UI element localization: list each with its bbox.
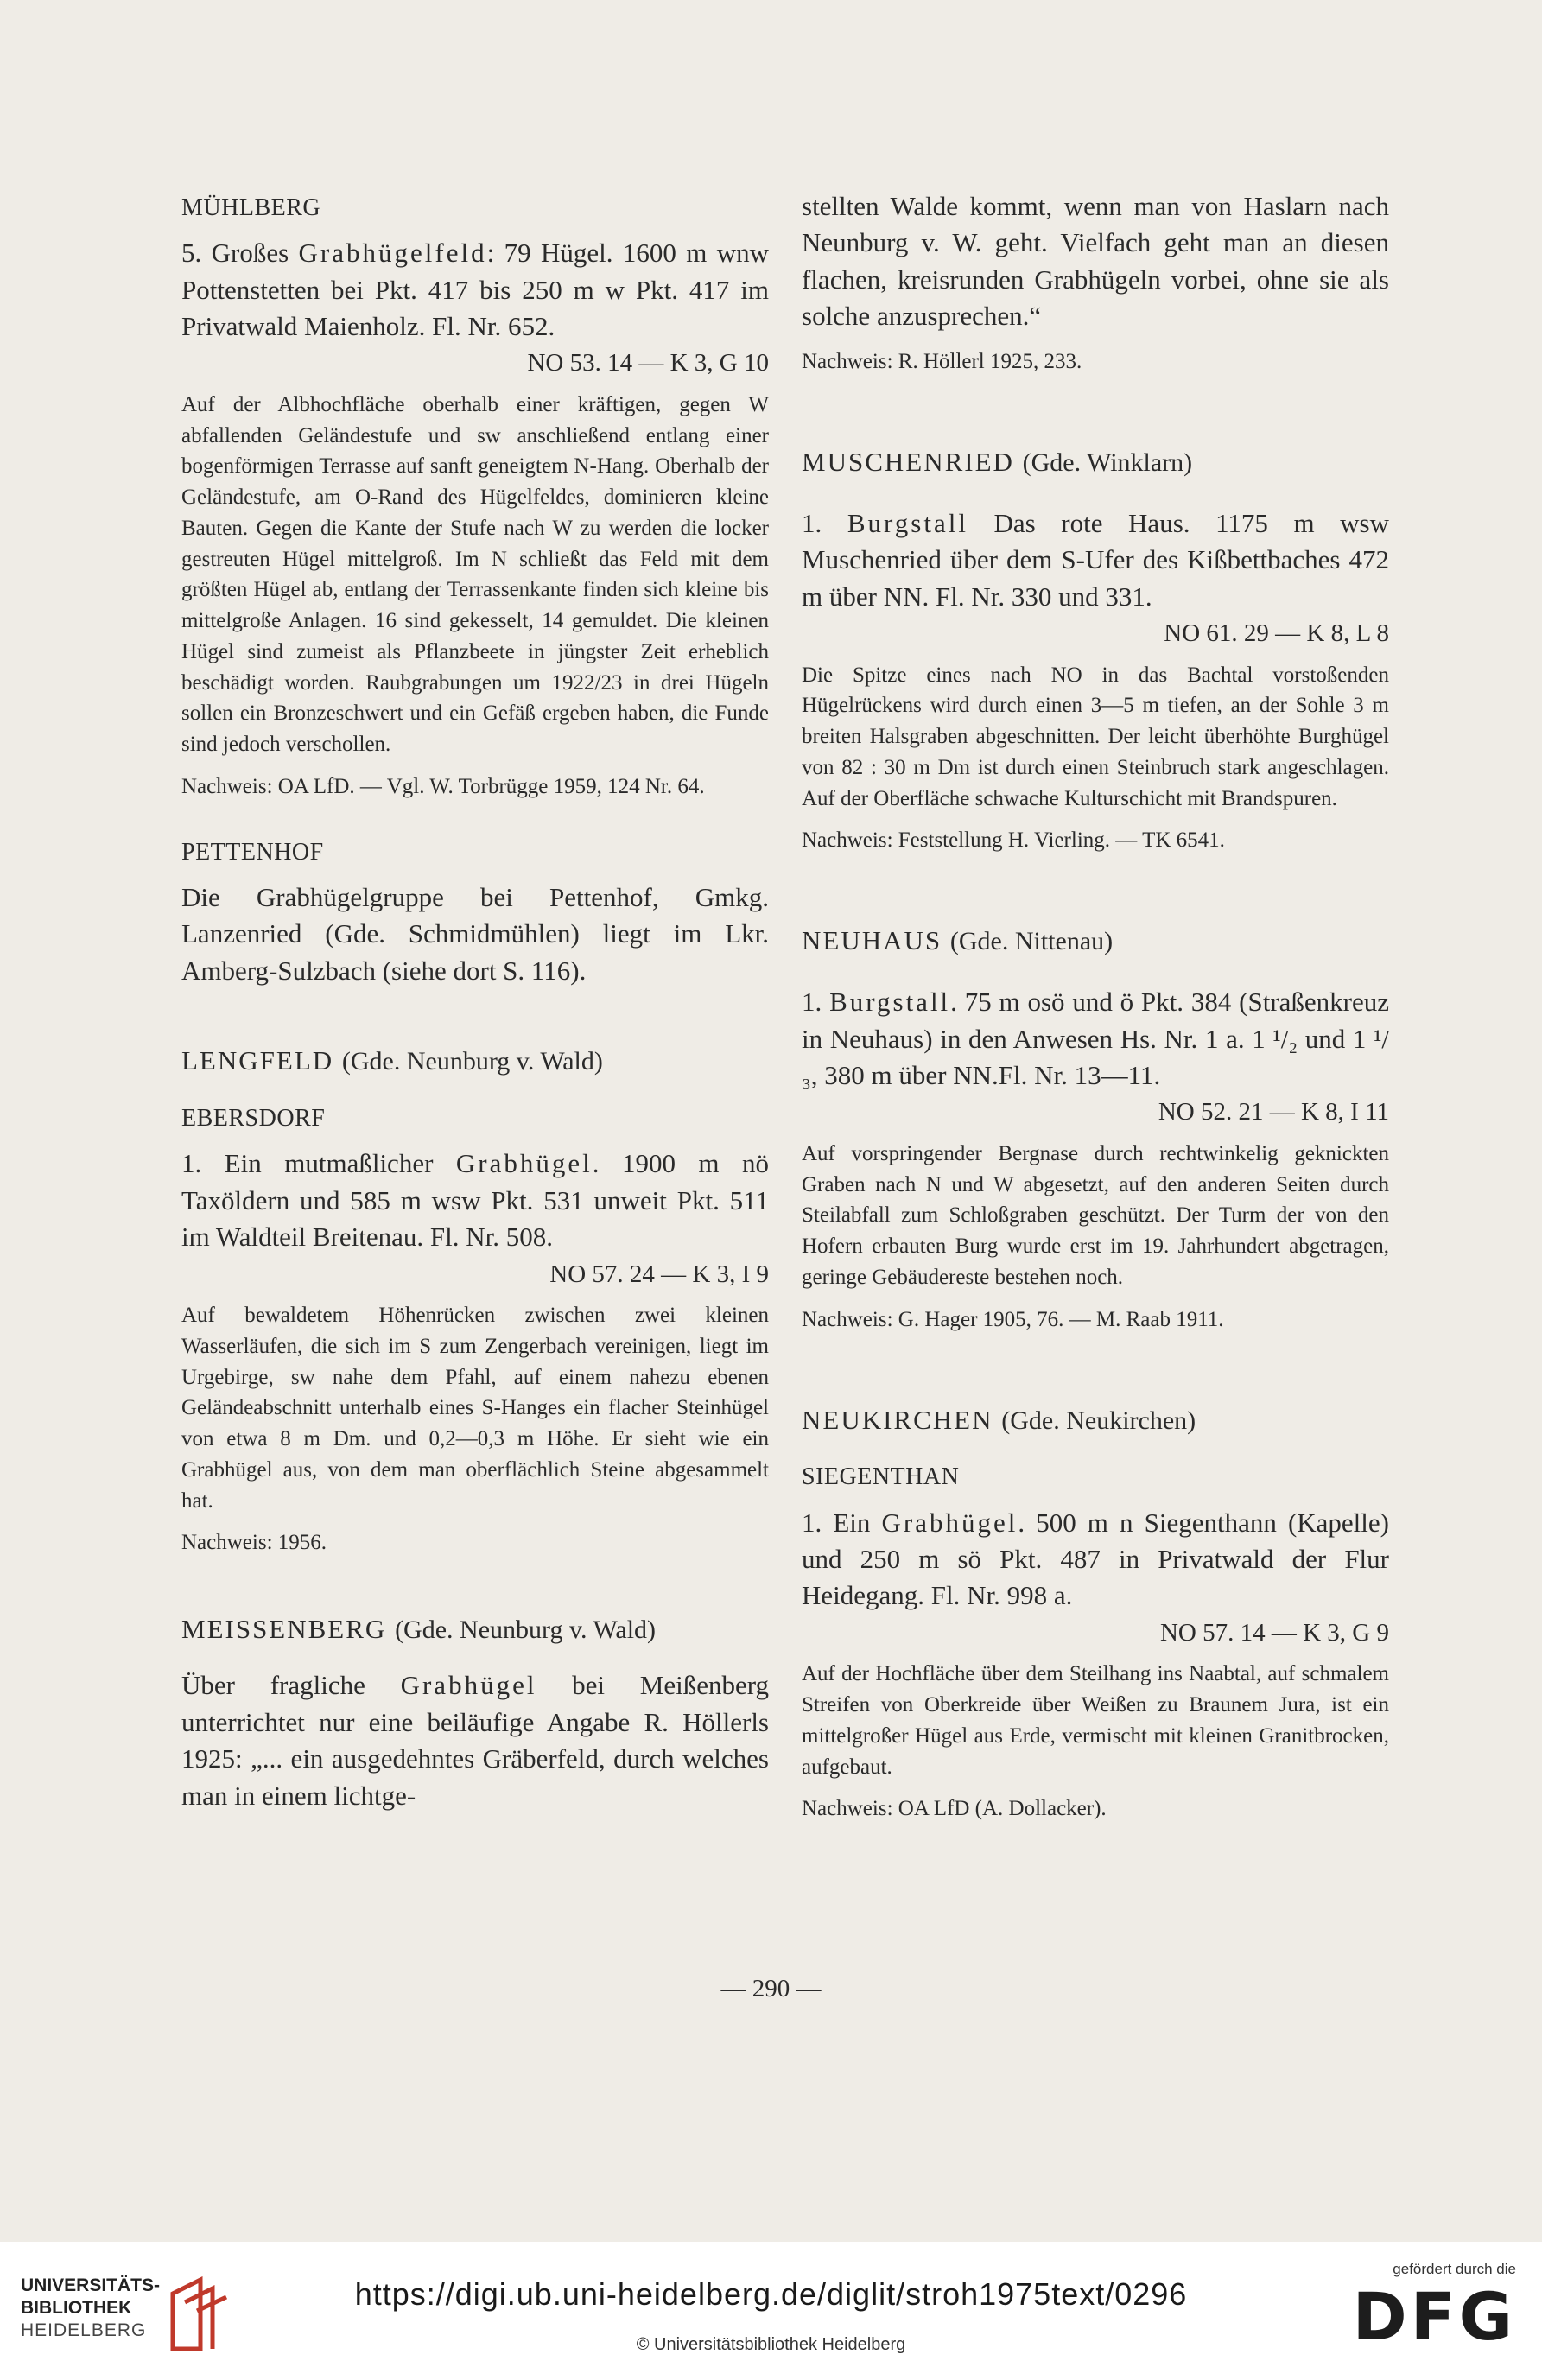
- section-heading-lengfeld: [181, 1043, 769, 1080]
- subsection-heading-ebersdorf: EBERSDORF: [181, 1105, 326, 1133]
- copyright-notice: © Universitätsbibliothek Heidelberg: [636, 2335, 906, 2354]
- nachweis-line: Nachweis: 1956.: [181, 1531, 327, 1555]
- permalink-url[interactable]: https://digi.ub.uni-heidelberg.de/diglit/stroh1975text/0296: [354, 2276, 1188, 2312]
- nachweis-line: Nachweis: OA LfD (A. Dollacker).: [802, 1797, 1107, 1821]
- entry-term: Grabhügel: [455, 1148, 593, 1179]
- nachweis-line: Nachweis: OA LfD. — Vgl. W. Torbrügge 1959, 124 Nr. 64.: [181, 774, 705, 798]
- entry-lead: 5. Großes: [181, 238, 299, 269]
- section-heading-muehlberg: MÜHLBERG: [181, 194, 321, 221]
- entry-lead: 1. Ein: [802, 1507, 882, 1538]
- entry-text: Das rote Haus. 1175 m wsw Muschenried über dem S-Ufer des Kißbettbaches 472 m über NN. Fl. Nr. 330 und 331.: [802, 507, 1390, 612]
- right-column: [802, 188, 1389, 1824]
- section-name: NEUHAUS: [802, 925, 942, 956]
- entry-muehlberg-5: [181, 235, 769, 345]
- section-name: MUSCHENRIED: [802, 446, 1014, 477]
- entry-lead: Über fragliche: [181, 1670, 401, 1701]
- section-name: NEUKIRCHEN: [802, 1404, 993, 1435]
- entry-lead: 1.: [802, 987, 830, 1018]
- entry-lead: 1.: [802, 507, 847, 538]
- map-reference: NO 52. 21 — K 8, I 11: [1158, 1098, 1389, 1127]
- section-name: MEISSENBERG: [181, 1614, 387, 1645]
- section-gde: (Gde. Neunburg v. Wald): [395, 1615, 657, 1645]
- entry-term: Burgstall: [847, 507, 968, 538]
- entry-text: . 500 m n Siegenthann (Kapelle) und 250 m sö Pkt. 487 in Privatwald der Flur Heidegang. Fl. Nr. 998 a.: [802, 1507, 1389, 1611]
- dfg-wordmark: DFG: [1352, 2278, 1516, 2355]
- viewer-footer: [0, 2242, 1542, 2380]
- nachweis-line: Nachweis: G. Hager 1905, 76. — M. Raab 1911.: [802, 1307, 1224, 1331]
- entry-meissenberg: [181, 1667, 769, 1814]
- entry-description: Auf bewaldetem Höhenrücken zwischen zwei kleinen Wasserläufen, die sich im S zum Zengerbach vereinigen, liegt im Urgebirge, sw nahe dem Pfahl, auf einem nahezu ebenen Geländeabschnitt unterhalb eines S-Hanges ein flacher Steinhügel von etwa 8 m Dm. und 0,2—0,3 m Höhe. Er sieht wie ein Grabhügel aus, von dem man oberflächlich Steine abgesammelt hat.: [181, 1304, 769, 1513]
- entry-text: : 79 Hügel. 1600 m wnw Pottenstetten bei Pkt. 417 bis 250 m w Pkt. 417 im Privatwald Maienholz. Fl. Nr. 652.: [181, 238, 769, 342]
- entry-ebersdorf-1: [181, 1146, 769, 1255]
- map-reference: NO 57. 24 — K 3, I 9: [549, 1260, 769, 1288]
- section-gde: (Gde. Neunburg v. Wald): [341, 1047, 603, 1076]
- entry-description: Die Spitze eines nach NO in das Bachtal vorstoßenden Hügelrückens wird durch einen 3—5 m tiefen, an der Sohle 3 m breiten Halsgraben abgeschnitten. Der leicht überhöhte Burghügel von 82 : 30 m Dm ist durch einen Steinbruch stark angeschlagen. Auf der Oberfläche schwache Kulturschicht mit Brandspuren.: [802, 663, 1389, 810]
- section-gde: (Gde. Winklarn): [1022, 447, 1193, 477]
- entry-term: Grabhügel: [881, 1507, 1018, 1538]
- entry-pettenhof: Die Grabhügelgruppe bei Pettenhof, Gmkg. Lanzenried (Gde. Schmidmühlen) liegt im Lkr. Amberg-Sulzbach (siehe dort S. 116).: [181, 882, 769, 986]
- dfg-caption: gefördert durch die: [1393, 2261, 1516, 2277]
- dfg-logo[interactable]: [1352, 2261, 1516, 2364]
- left-column: [181, 192, 769, 1814]
- section-heading-pettenhof: PETTENHOF: [181, 838, 324, 866]
- section-name: LENGFELD: [181, 1045, 334, 1076]
- entry-text: . 75 m osö und ö Pkt. 384 (Straßenkreuz in Neuhaus) in den Anwesen Hs. Nr. 1 a. 1 ¹/₂ und 1 ¹/₃, 380 m über NN.Fl. Nr. 13—11.: [802, 987, 1390, 1090]
- entry-text: . 1900 m nö Taxöldern und 585 m wsw Pkt. 531 unweit Pkt. 511 im Waldteil Breitenau. Fl. Nr. 508.: [181, 1148, 769, 1253]
- entry-term: Grabhügel: [400, 1670, 537, 1701]
- entry-description: Auf vorspringender Bergnase durch rechtwinkelig geknickten Graben nach N und W abgesetzt, auf den anderen Seiten durch Steilabfall zum Schloßgraben geschützt. Der Turm der von den Hofern erbauten Burg wurde erst im 19. Jahrhundert abgetragen, geringe Gebäudereste bestehen noch.: [802, 1141, 1389, 1289]
- section-heading-neuhaus: [802, 923, 1389, 960]
- logo-line-3: HEIDELBERG: [21, 2320, 147, 2340]
- section-gde: (Gde. Nittenau): [949, 927, 1114, 956]
- entry-neuhaus-1: [802, 984, 1389, 1094]
- nachweis-line: Nachweis: Feststellung H. Vierling. — TK 6541.: [802, 828, 1225, 853]
- entry-term: Grabhügelfeld: [298, 238, 487, 269]
- section-gde: (Gde. Neukirchen): [1001, 1406, 1196, 1435]
- entry-term: Burgstall: [829, 987, 951, 1018]
- entry-text: bei Meißenberg unterrichtet nur eine beiläufige Angabe R. Höllerls 1925: „... ein ausgedehntes Gräberfeld, durch welches man in einem lichtge-: [181, 1670, 769, 1811]
- section-heading-muschenried: [802, 444, 1389, 481]
- entry-description: Auf der Hochfläche über dem Steilhang ins Naabtal, auf schmalem Streifen von Oberkreide über Weißen zu Braunem Jura, ist ein mittelgroßer Hügel aus Erde, vermischt mit kleinen Granitbrocken, aufgebaut.: [802, 1662, 1389, 1779]
- entry-lead: 1. Ein mutmaßlicher: [181, 1148, 456, 1179]
- map-reference: NO 57. 14 — K 3, G 9: [1159, 1618, 1389, 1647]
- map-reference: NO 61. 29 — K 8, L 8: [1164, 619, 1389, 648]
- entry-continuation: stellten Walde kommt, wenn man von Haslarn nach Neunburg v. W. geht. Vielfach geht man an diesen flachen, kreisrunden Grabhügeln vorbei, ohne sie als solche anzusprechen.“: [802, 191, 1389, 332]
- section-heading-neukirchen: [802, 1402, 1389, 1439]
- map-reference: NO 53. 14 — K 3, G 10: [527, 349, 769, 378]
- nachweis-line: Nachweis: R. Höllerl 1925, 233.: [802, 349, 1082, 373]
- entry-description: Auf der Albhochfläche oberhalb einer kräftigen, gegen W abfallenden Geländestufe und sw anschließend entlang einer bogenförmigen Terrasse auf sanft geneigtem N-Hang. Oberhalb der Geländestufe, am O-Rand des Hügelfeldes, dominieren kleine Bauten. Gegen die Kante der Stufe nach W zu werden die locker gestreuten Hügel mittelgroß. Im N schließt das Feld mit dem größten Hügel ab, entlang der Terrassenkante finden sich kleine bis mittelgroße Anlagen. 16 sind gekesselt, 14 gemuldet. Die kleinen Hügel sind zumeist als Pflanzbeete in jüngster Zeit erheblich beschädigt worden. Raubgrabungen um 1922/23 in drei Hügeln sollen ein Bronzeschwert und ein Gefäß ergeben haben, die Funde sind jedoch verschollen.: [181, 392, 769, 757]
- logo-line-2: BIBLIOTHEK: [21, 2298, 132, 2318]
- section-heading-meissenberg: [181, 1611, 769, 1648]
- page-number: — 290 —: [720, 1975, 822, 2002]
- subsection-heading-siegenthan: SIEGENTHAN: [802, 1463, 960, 1491]
- entry-muschenried-1: [802, 505, 1389, 615]
- logo-line-1: UNIVERSITÄTS-: [21, 2275, 161, 2295]
- entry-siegenthan-1: [802, 1505, 1389, 1615]
